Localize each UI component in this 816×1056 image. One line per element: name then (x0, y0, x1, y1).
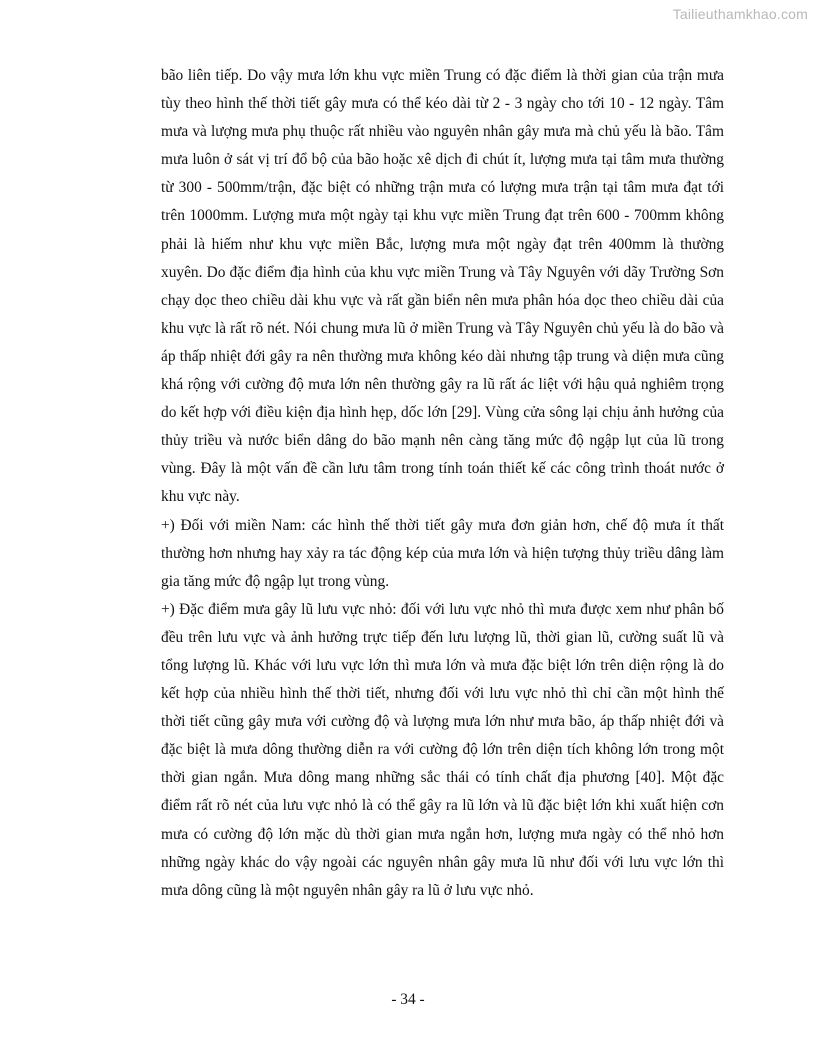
watermark: Tailieuthamkhao.com (672, 6, 808, 22)
page-number: - 34 - (391, 991, 425, 1008)
paragraph-southern-region: +) Đối với miền Nam: các hình thế thời tiết gây mưa đơn giản hơn, chế độ mưa ít thất thường hơn nhưng hay xảy ra tác động kép của mưa lớn và hiện tượng thủy triều dâng làm gia tăng mức độ ngập lụt trong vùng. (161, 516, 724, 590)
paragraph-small-basin: +) Đặc điểm mưa gây lũ lưu vực nhỏ: đối với lưu vực nhỏ thì mưa được xem như phân bố đều trên lưu vực và ảnh hưởng trực tiếp đến lưu lượng lũ, thời gian lũ, cường suất lũ và tổng lượng lũ. Khác với lưu vực lớn thì mưa lớn và mưa đặc biệt lớn trên diện rộng là do kết hợp của nhiều hình thế thời tiết, nhưng đối với lưu vực nhỏ thì chỉ cần một hình thế thời tiết cũng gây mưa với cường độ và lượng mưa lớn như mưa bão, áp thấp nhiệt đới và đặc biệt là mưa dông thường diễn ra với cường độ lớn trên diện tích không lớn trong một thời gian ngắn. Mưa dông mang những sắc thái có tính chất địa phương [40]. Một đặc điểm rất rõ nét của lưu vực nhỏ là có thể gây ra lũ lớn và lũ đặc biệt lớn khi xuất hiện cơn mưa có cường độ lớn mặc dù thời gian mưa ngắn hơn, lượng mưa ngày có thể nhỏ hơn những ngày khác do vậy ngoài các nguyên nhân gây mưa lũ như đối với lưu vực lớn thì mưa dông cũng là một nguyên nhân gây ra lũ ở lưu vực nhỏ. (161, 600, 724, 899)
document-body (161, 62, 724, 905)
paragraph-central-region: bão liên tiếp. Do vậy mưa lớn khu vực miền Trung có đặc điểm là thời gian của trận mưa tùy theo hình thế thời tiết gây mưa có thể kéo dài từ 2 - 3 ngày cho tới 10 - 12 ngày. Tâm mưa và lượng mưa phụ thuộc rất nhiều vào nguyên nhân gây mưa mà chủ yếu là bão. Tâm mưa luôn ở sát vị trí đổ bộ của bão hoặc xê dịch đi chút ít, lượng mưa tại tâm mưa thường từ 300 - 500mm/trận, đặc biệt có những trận mưa có lượng mưa trận tại tâm mưa đạt tới trên 1000mm. Lượng mưa một ngày tại khu vực miền Trung đạt trên 600 - 700mm không phải là hiếm như khu vực miền Bắc, lượng mưa một ngày đạt trên 400mm là thường xuyên. Do đặc điểm địa hình của khu vực miền Trung và Tây Nguyên với dãy Trường Sơn chạy dọc theo chiều dài khu vực và rất gần biển nên mưa phân hóa dọc theo chiều dài của khu vực là rất rõ nét. Nói chung mưa lũ ở miền Trung và Tây Nguyên chủ yếu là do bão và áp thấp nhiệt đới gây ra nên thường mưa không kéo dài nhưng tập trung và diện mưa cũng khá rộng với cường độ mưa lớn nên thường gây ra lũ rất ác liệt với hậu quả nghiêm trọng do kết hợp với điều kiện địa hình hẹp, dốc lớn [29]. Vùng cửa sông lại chịu ảnh hưởng của thủy triều và nước biển dâng do bão mạnh nên càng tăng mức độ ngập lụt của lũ trong vùng. Đây là một vấn đề cần lưu tâm trong tính toán thiết kế các công trình thoát nước ở khu vực này. (161, 67, 724, 506)
